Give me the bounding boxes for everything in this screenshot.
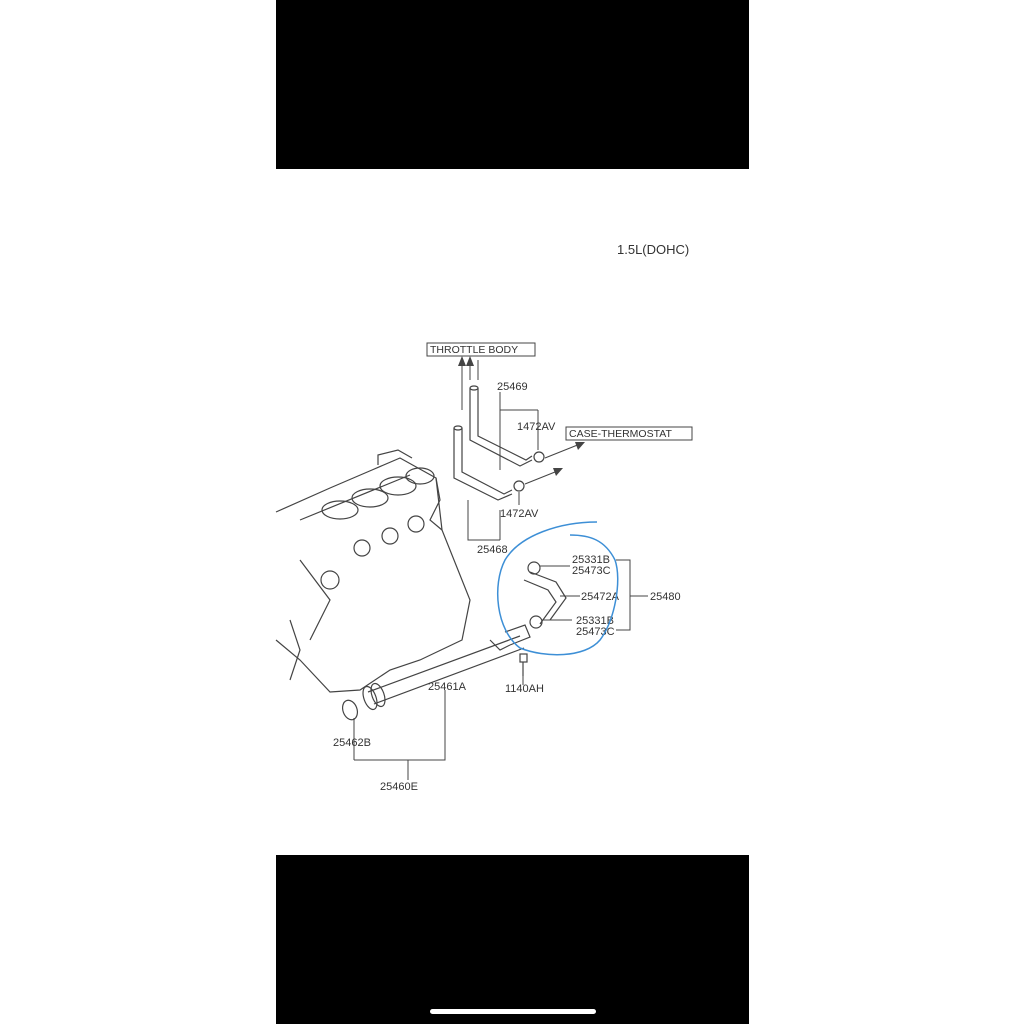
bolt-1140ah: [520, 654, 527, 676]
part-25468: 25468: [477, 544, 508, 556]
part-1140ah: 1140AH: [505, 683, 544, 695]
part-1472av-top: 1472AV: [517, 421, 556, 433]
engine-block: [276, 450, 470, 692]
part-25331b-bottom: 25331B: [576, 615, 614, 627]
part-25460e: 25460E: [380, 781, 418, 793]
label-throttle-body: THROTTLE BODY: [430, 344, 519, 356]
label-case-thermostat: CASE-THERMOSTAT: [569, 428, 672, 440]
part-25462b: 25462B: [333, 737, 371, 749]
part-25480: 25480: [650, 591, 681, 603]
engine-variant-label: 1.5L(DOHC): [617, 242, 690, 257]
hose-25472a: [524, 562, 566, 628]
part-25473c-top: 25473C: [572, 565, 611, 577]
part-25331b-top: 25331B: [572, 554, 610, 566]
part-25473c-bottom: 25473C: [576, 626, 615, 638]
oring-25462b: [340, 698, 360, 722]
part-1472av-bottom: 1472AV: [500, 508, 539, 520]
part-25461a: 25461A: [428, 681, 466, 693]
part-25469: 25469: [497, 381, 528, 393]
part-25472a: 25472A: [581, 591, 619, 603]
